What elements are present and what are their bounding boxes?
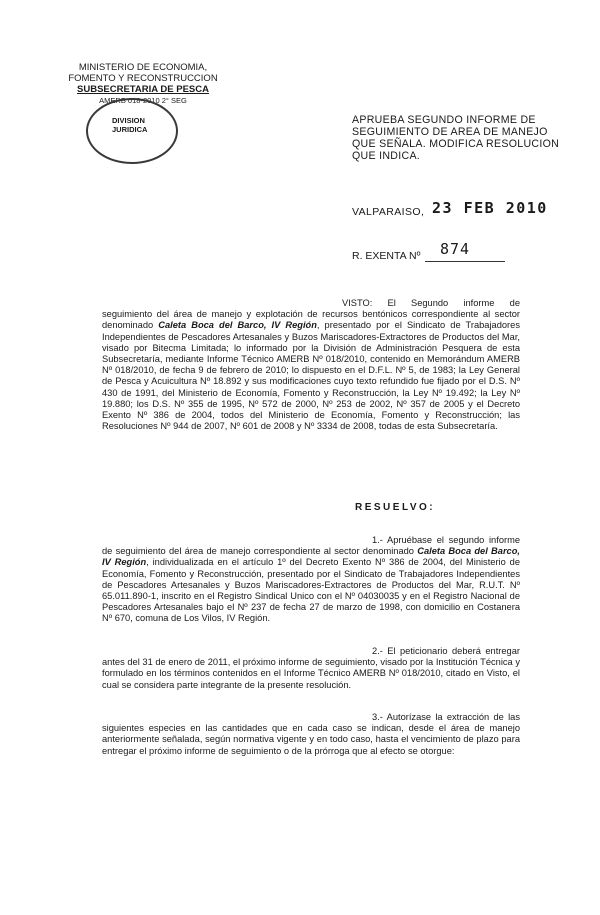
visto-text-2: , presentado por el Sindicato de Trabajadores Independientes de Pescadores Artesanales y Buzos Mariscadores-Extractores de Productos del Mar, visado por Bitecma Limitada; lo informado por la División de Administración Pesquera de esta Subsecretaría, mediante Informe Técnico AMERB Nº 018/2010, contenido en Memorándum AMERB Nº 018/2010, de fecha 9 de febrero de 2010; lo dispuesto en el D.F.L. Nº 5, de 1983; la Ley General de Pesca y Acuicultura Nº 18.892 y sus modificaciones cuyo texto refundido fue fijado por el D.S. Nº 430 de 1991, del Ministerio de Economía, Fomento y Reconstrucción, la Ley Nº 19.492; la Ley Nº 19.880; los D.S. Nº 355 de 1995, Nº 572 de 2000, Nº 253 de 2002, Nº 357 de 2005 y el Decreto Exento Nº 386 de 2004, todos del Ministerio de Economía, Fomento y Reconstrucción; las Resoluciones Nº 944 de 2007, Nº 601 de 2008 y Nº 3334 de 2008, todas de esta Subsecretaría. — [102, 320, 520, 432]
article-1-lead: 1.- Apruébase el segundo informe de seguimiento del área de manejo correspondiente al sector denominado — [102, 535, 520, 557]
resuelvo-heading: RESUELVO: — [355, 502, 436, 513]
letterhead-subsecretaria: SUBSECRETARIA DE PESCA — [77, 84, 209, 95]
article-3 — [102, 712, 520, 757]
visto-label: VISTO: — [342, 298, 373, 308]
article-3-text: siguientes especies en las cantidades que en cada caso se indican, desde el área de manejo anteriormente señalada, según normativa vigente y en todo caso, hasta el vencimiento de plazo para entregar el próximo informe de seguimiento o de la prórroga que al efecto se otorgue: — [102, 723, 520, 756]
letterhead-ministry-2: FOMENTO Y RECONSTRUCCION — [68, 73, 218, 84]
article-1-place: Caleta Boca del Barco, IV Región — [102, 546, 520, 568]
resolution-number-line — [425, 261, 505, 262]
resolution-label: R. EXENTA Nº — [352, 250, 421, 262]
article-2-lead: 2.- El peticionario deberá entregar antes del — [102, 646, 520, 668]
visto-place: Caleta Boca del Barco, IV Región — [158, 320, 317, 331]
place-label: VALPARAISO, — [352, 206, 425, 218]
stamp-line-1: DIVISION — [112, 116, 145, 125]
visto-text-1: El Segundo informe de seguimiento del área de manejo y explotación de recursos bentónicos correspondiente al sector denominado — [102, 298, 520, 331]
letterhead-reference: AMERB 018-2010 2° SEG — [99, 96, 187, 105]
division-juridica-stamp — [86, 98, 178, 164]
resolution-number: 874 — [440, 240, 471, 258]
article-1 — [102, 535, 520, 625]
article-3-lead: 3.- Autorízase la extracción de las — [372, 712, 520, 722]
letterhead-ministry: MINISTERIO DE ECONOMIA, — [78, 62, 208, 73]
stamp-line-2: JURIDICA — [112, 125, 148, 134]
article-2-text: 31 de enero de 2011, el próximo informe de seguimiento, visado por la Institución Técnica y formulado en los términos contenidos en el Informe Técnico AMERB Nº 018/2010, citado en Visto, el cual se considera parte integrante de la presente resolución. — [102, 657, 520, 690]
visto-paragraph — [102, 298, 520, 432]
article-2 — [102, 646, 520, 691]
date-stamp: 23 FEB 2010 — [432, 199, 548, 217]
resolution-title: APRUEBA SEGUNDO INFORME DE SEGUIMIENTO DE AREA DE MANEJO QUE SEÑALA. MODIFICA RESOLUCION QUE INDICA. — [352, 114, 560, 162]
article-1-text: , individualizada en el artículo 1º del Decreto Exento Nº 386 de 2004, del Ministerio de Economía, Fomento y Reconstrucción, presentado por el Sindicato de Trabajadores Independientes de Pescadores Artesanales y Buzos Mariscadores-Extractores de Productos del Mar, R.U.T. Nº 65.011.890-1, inscrito en el Registro Sindical Unico con el Nº 04030035 y en el Registro Nacional de Pescadores Artesanales bajo el Nº 237 de fecha 27 de marzo de 1998, con domicilio en Costanera Nº 670, comuna de Los Vilos, IV Región. — [102, 557, 520, 624]
